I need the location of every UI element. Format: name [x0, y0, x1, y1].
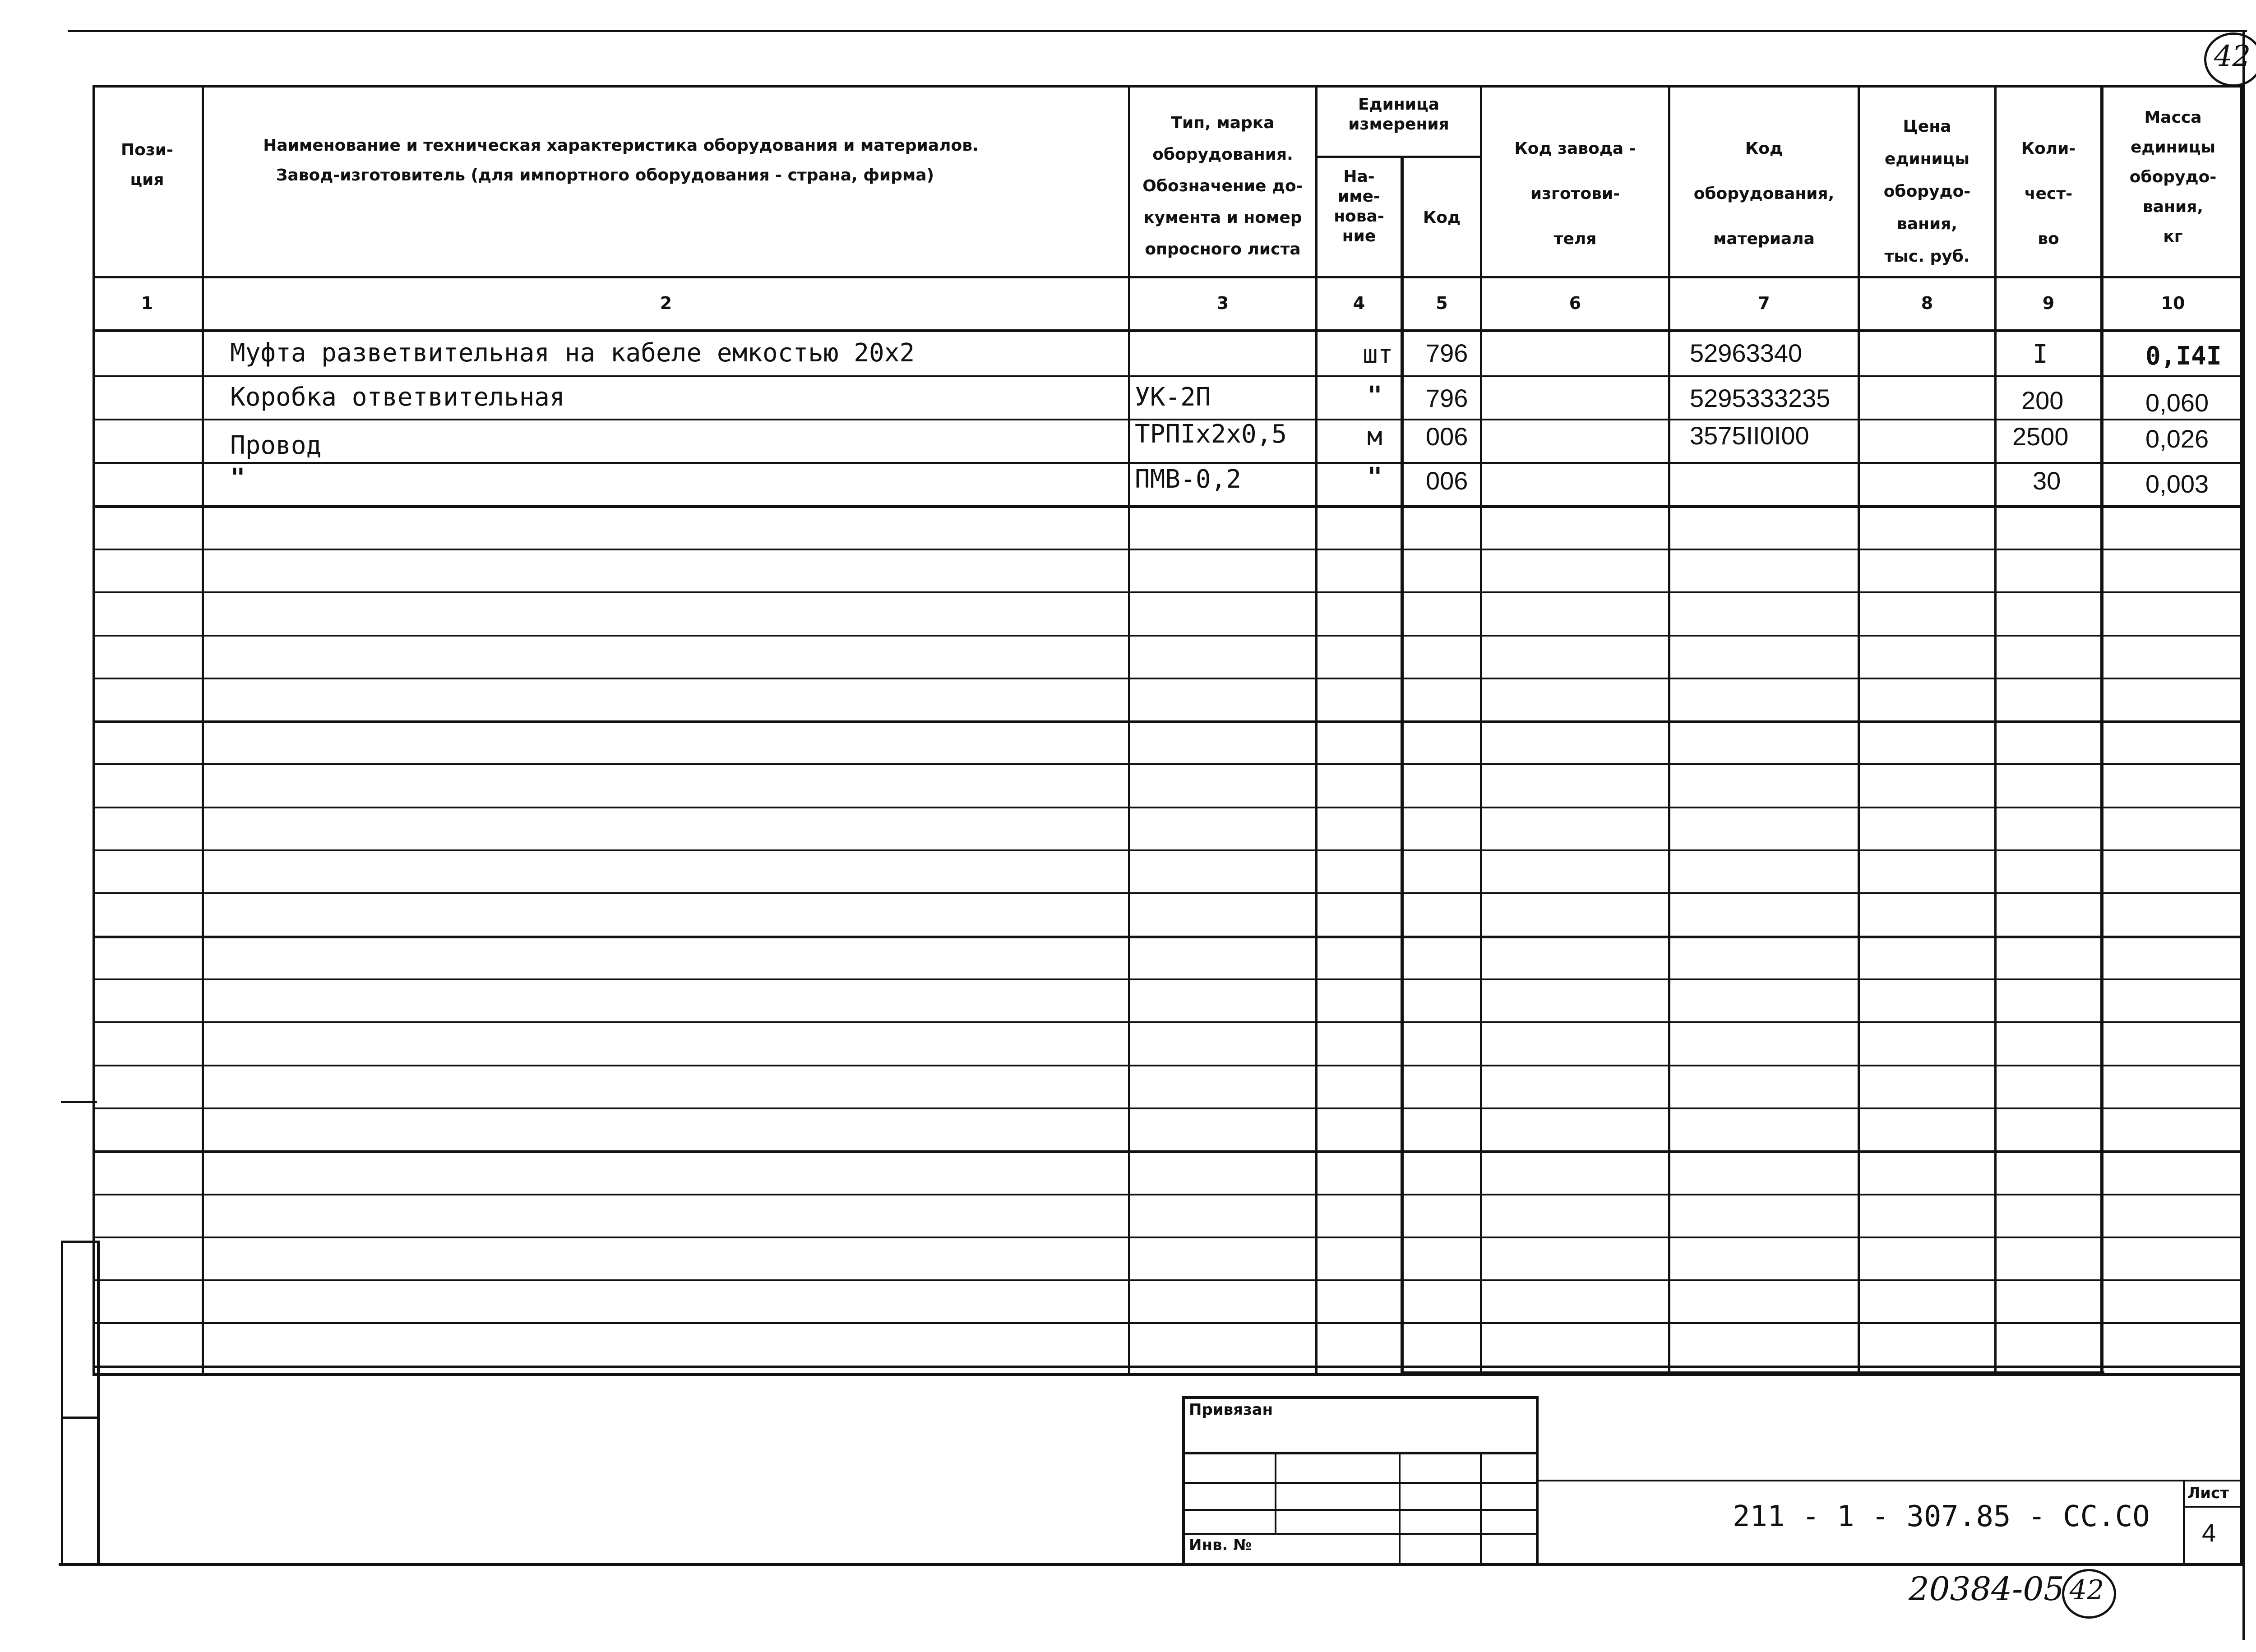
hdr-quantity: Коли- чест- во	[2021, 139, 2076, 248]
cell-code: 796	[1426, 384, 1468, 412]
hdr-price: Цена единицы оборудо- вания, тыс. руб.	[1883, 117, 1971, 266]
cell-mass: 0,026	[2145, 425, 2209, 453]
row-rule	[92, 720, 2242, 723]
margin-rule	[61, 1241, 97, 1243]
cell-item-code: 52963340	[1690, 339, 1803, 367]
colnum: 7	[1758, 293, 1770, 313]
row-rule	[92, 978, 2242, 980]
stamp-rule	[1182, 1509, 1539, 1511]
colnum: 3	[1216, 293, 1229, 313]
margin-rule	[61, 1241, 63, 1565]
cell-item-code: 3575II0I00	[1690, 421, 1809, 450]
row-rule	[92, 1194, 2242, 1195]
row-rule	[92, 892, 2242, 894]
cell-qty: 200	[2021, 386, 2064, 415]
row-rule	[92, 1279, 2242, 1281]
row-rule	[92, 678, 2242, 679]
colnum: 5	[1436, 293, 1448, 313]
colnum: 8	[1921, 293, 1933, 313]
cell-mass: 0,003	[2145, 470, 2209, 498]
row-rule	[92, 635, 2242, 637]
cell-unit: "	[1367, 381, 1382, 411]
sheet-number: 4	[2202, 1518, 2216, 1547]
cell-item-code: 5295333235	[1690, 384, 1831, 412]
row-rule	[92, 1021, 2242, 1023]
row-rule	[92, 1322, 2242, 1324]
cell-unit: "	[1367, 462, 1382, 492]
colnum: 1	[141, 293, 153, 313]
cell-qty: I	[2033, 340, 2048, 369]
top-rule	[68, 30, 2247, 32]
row-rule	[92, 1237, 2242, 1238]
page-number: 42	[2214, 40, 2251, 73]
stamp-rule	[1399, 1452, 1401, 1564]
cell-type: УК-2П	[1135, 383, 1211, 412]
col-divider	[1401, 156, 1404, 1375]
row-rule	[92, 1366, 2242, 1368]
row-rule	[92, 807, 2242, 808]
hdr-unit-name: На- име- нова- ние	[1334, 167, 1384, 245]
cell-name: Провод	[230, 431, 322, 460]
cell-name: Коробка ответвительная	[230, 383, 565, 412]
privyazan-label: Привязан	[1189, 1401, 1273, 1419]
titleblock-left	[97, 1371, 100, 1565]
doc-code: 211 - 1 - 307.85 - СС.СО	[1733, 1500, 2150, 1533]
titleblock-bottom	[59, 1563, 2242, 1566]
cell-unit: м	[1367, 422, 1382, 451]
cell-qty: 2500	[2012, 422, 2069, 451]
cell-unit: шт	[1363, 340, 1393, 369]
cell-type: ТРПIх2х0,5	[1135, 420, 1287, 449]
titleblock-right	[2240, 1371, 2242, 1565]
row-rule	[92, 1107, 2242, 1109]
colnum: 2	[660, 293, 672, 313]
row-rule	[92, 763, 2242, 765]
inv-label: Инв. №	[1189, 1536, 1252, 1554]
colnum: 9	[2042, 293, 2055, 313]
hdr-unit-group: Единица измерения	[1348, 95, 1449, 134]
table-body-bottom	[1401, 1371, 2104, 1375]
cell-mass: 0,060	[2145, 388, 2209, 417]
unit-group-rule	[1315, 156, 1481, 158]
row-rule	[92, 1150, 2242, 1153]
cell-name: Муфта разветвительная на кабеле емкостью 20х2	[230, 338, 915, 368]
hdr-factory-code: Код завода - изготови- теля	[1514, 139, 1636, 248]
right-edge-rule	[2242, 30, 2245, 1640]
cell-mass: 0,I4I	[2145, 341, 2222, 371]
hdr-position: Пози- ция	[121, 141, 173, 189]
row-rule	[92, 549, 2242, 550]
sheet-label: Лист	[2187, 1484, 2229, 1502]
cell-name: "	[230, 463, 245, 493]
hdr-name: Наименование и техническая характеристика оборудования и материалов. Завод-изготовитель (для импортного оборудования - страна, фирма)	[263, 136, 979, 185]
stamp-rule	[1275, 1452, 1276, 1533]
colnum: 6	[1569, 293, 1581, 313]
row-rule	[92, 505, 2242, 508]
cell-type: ПМВ-0,2	[1135, 465, 1242, 494]
margin-rule	[61, 1417, 97, 1419]
margin-rule	[61, 1101, 97, 1103]
row-rule	[92, 591, 2242, 593]
row-rule	[92, 936, 2242, 938]
doccode-top	[1539, 1480, 2242, 1481]
row-rule	[92, 849, 2242, 851]
archive-number: 20384-05	[1909, 1570, 2064, 1608]
sheet-box-left	[2183, 1480, 2185, 1565]
cell-code: 006	[1426, 422, 1468, 451]
hdr-mass: Масса единицы оборудо- вания, кг	[2129, 108, 2217, 246]
cell-code: 796	[1426, 339, 1468, 367]
col-divider	[2100, 85, 2103, 1375]
hdr-item-code: Код оборудования, материала	[1693, 139, 1835, 248]
stamp-rule	[1480, 1452, 1482, 1564]
cell-code: 006	[1426, 466, 1468, 495]
row-rule	[92, 1065, 2242, 1066]
stamp-rule	[1182, 1452, 1539, 1454]
colnum: 4	[1353, 293, 1365, 313]
colnum: 10	[2161, 293, 2185, 313]
cell-qty: 30	[2033, 466, 2061, 495]
hdr-unit-code: Код	[1423, 208, 1461, 227]
hdr-type: Тип, марка оборудования. Обозначение до- кумента и номер опросного листа	[1142, 114, 1303, 258]
archive-circled-number: 42	[2069, 1574, 2104, 1606]
stamp-rule	[1182, 1533, 1539, 1535]
sheet-box-mid	[2183, 1506, 2242, 1508]
stamp-rule	[1182, 1482, 1539, 1484]
